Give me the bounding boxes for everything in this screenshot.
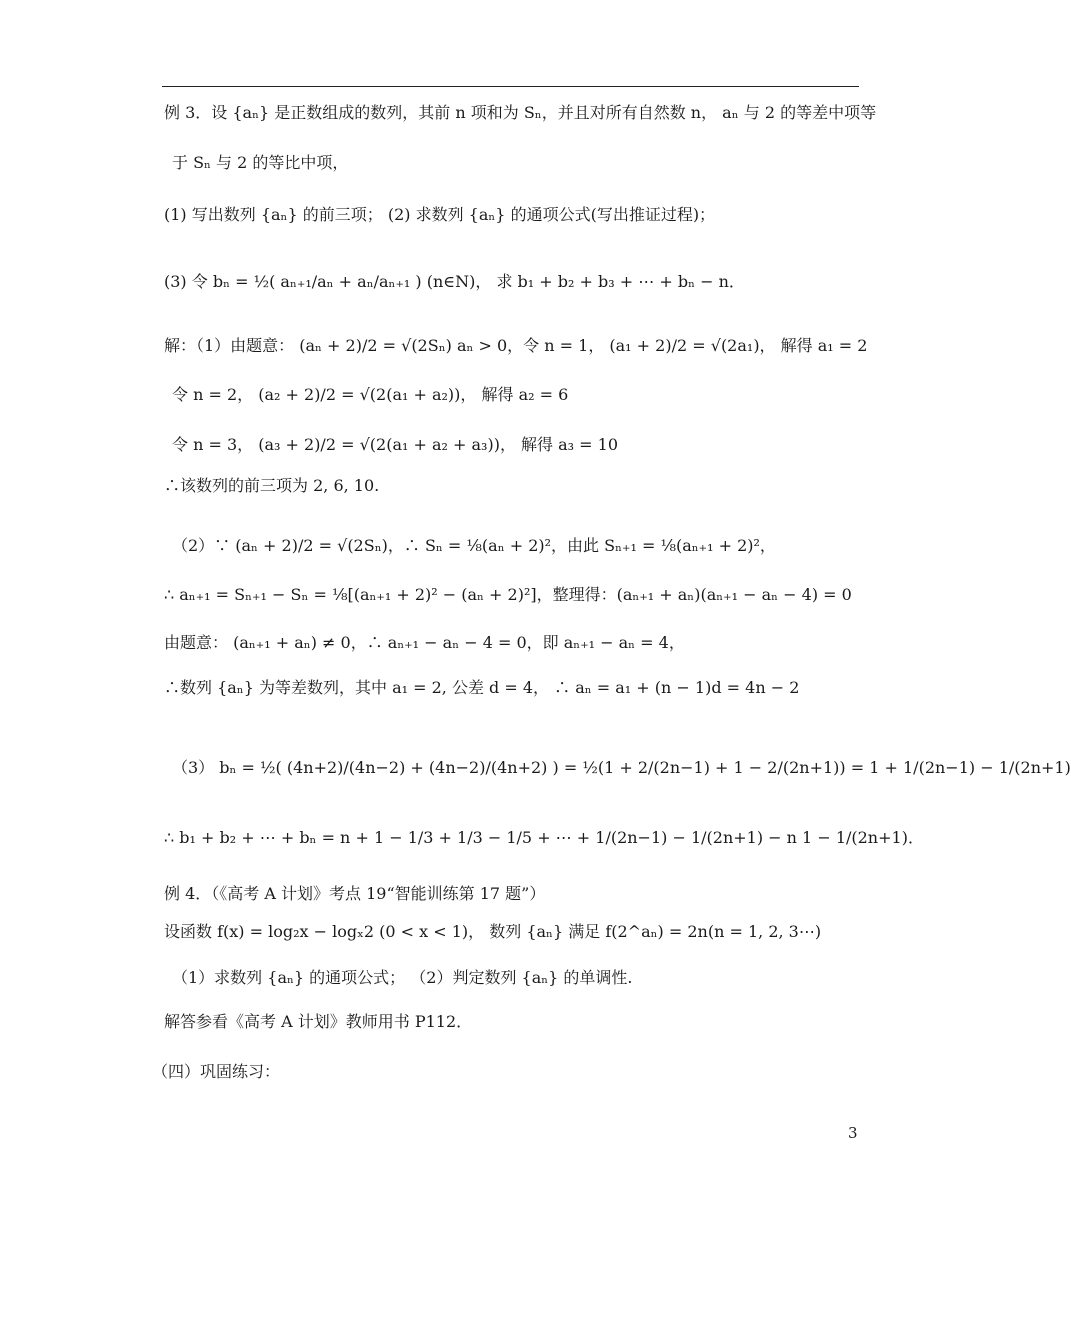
example3-line2: 于 Sₙ 与 2 的等比中项， bbox=[172, 153, 349, 172]
example4-line3: （1）求数列 {aₙ} 的通项公式； （2）判定数列 {aₙ} 的单调性. bbox=[172, 968, 633, 987]
section-heading: （四）巩固练习： bbox=[152, 1062, 281, 1081]
example4-line4: 解答参看《高考 A 计划》教师用书 P112． bbox=[164, 1012, 473, 1031]
example3-line4: (3) 令 bₙ = ½( aₙ₊₁/aₙ + aₙ/aₙ₊₁ ) (n∈N)， 求 b₁ + b₂ + b₃ + ⋯ + bₙ − n． bbox=[164, 272, 745, 291]
solution3-line8: ∴数列 {aₙ} 为等差数列，其中 a₁ = 2, 公差 d = 4， ∴ aₙ = a₁ + (n − 1)d = 4n − 2 bbox=[164, 678, 800, 697]
example3-line3: (1) 写出数列 {aₙ} 的前三项； (2) 求数列 {aₙ} 的通项公式(写出推证过程)； bbox=[164, 205, 716, 224]
solution3-line5: （2）∵ (aₙ + 2)/2 = √(2Sₙ)，∴ Sₙ = ⅛(aₙ + 2)²，由此 Sₙ₊₁ = ⅛(aₙ₊₁ + 2)²， bbox=[172, 536, 776, 555]
example4-line1: 例 4．（《高考 A 计划》考点 19“智能训练第 17 题”） bbox=[164, 884, 546, 903]
page-number: 3 bbox=[848, 1124, 858, 1142]
solution3-line9: （3） bₙ = ½( (4n+2)/(4n−2) + (4n−2)/(4n+2) ) = ½(1 + 2/(2n−1) + 1 − 2/(2n+1)) = 1 + 1/(2n−1) − 1/(2n+1) bbox=[172, 758, 1071, 777]
header-rule bbox=[162, 86, 859, 87]
solution3-line1: 解：（1）由题意： (aₙ + 2)/2 = √(2Sₙ) aₙ > 0，令 n = 1， (a₁ + 2)/2 = √(2a₁)， 解得 a₁ = 2 bbox=[164, 336, 868, 355]
example3-line1: 例 3．设 {aₙ} 是正数组成的数列，其前 n 项和为 Sₙ，并且对所有自然数 n， aₙ 与 2 的等差中项等 bbox=[164, 103, 877, 122]
solution3-line3: 令 n = 3， (a₃ + 2)/2 = √(2(a₁ + a₂ + a₃))， 解得 a₃ = 10 bbox=[172, 435, 619, 454]
example4-line2: 设函数 f(x) = log₂x − logₓ2 (0 < x < 1)， 数列 {aₙ} 满足 f(2^aₙ) = 2n(n = 1, 2, 3⋯) bbox=[164, 922, 822, 941]
solution3-line4: ∴该数列的前三项为 2, 6, 10. bbox=[164, 476, 380, 495]
solution3-line10: ∴ b₁ + b₂ + ⋯ + bₙ = n + 1 − 1/3 + 1/3 − 1/5 + ⋯ + 1/(2n−1) − 1/(2n+1) − n 1 − 1/(2n+1)． bbox=[164, 828, 924, 847]
solution3-line7: 由题意： (aₙ₊₁ + aₙ) ≠ 0，∴ aₙ₊₁ − aₙ − 4 = 0，即 aₙ₊₁ − aₙ = 4， bbox=[164, 633, 685, 652]
solution3-line2: 令 n = 2， (a₂ + 2)/2 = √(2(a₁ + a₂))， 解得 a₂ = 6 bbox=[172, 385, 569, 404]
solution3-line6: ∴ aₙ₊₁ = Sₙ₊₁ − Sₙ = ⅛[(aₙ₊₁ + 2)² − (aₙ + 2)²]，整理得：(aₙ₊₁ + aₙ)(aₙ₊₁ − aₙ − 4) = 0 bbox=[164, 585, 852, 604]
